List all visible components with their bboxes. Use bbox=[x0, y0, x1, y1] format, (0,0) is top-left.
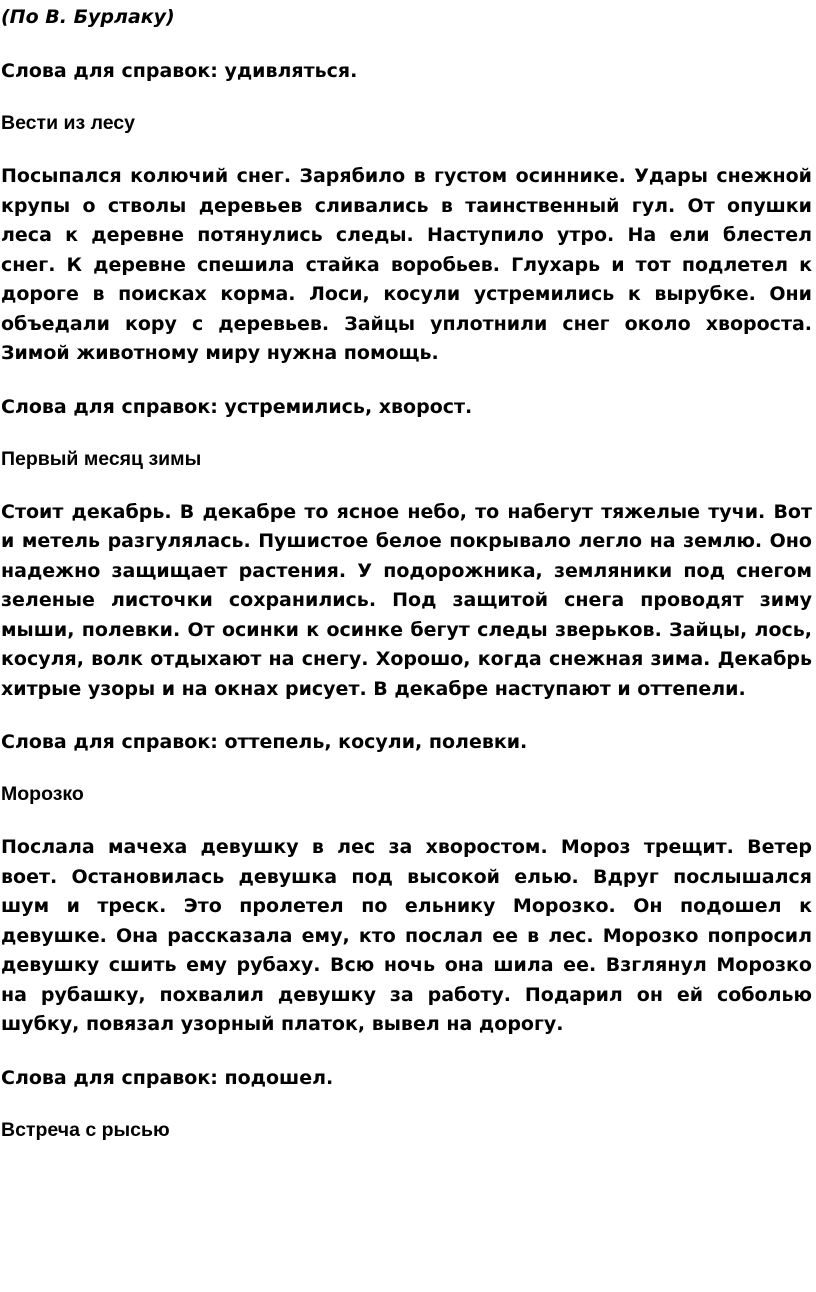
paragraph-pervyi-mesyats-zimy: Стоит декабрь. В декабре то ясное небо, то набегут тяжелые тучи. Вот и метель разгулялась. Пушистое белое покрывало легло на землю. Оно надежно защищает растения. У подорожника, земляники под снегом зеленые листочки сохранились. Под защитой снега проводят зиму мыши, полевки. От осинки к осинке бегут следы зверьков. Зайцы, лось, косуля, волк отдыхают на снегу. Хорошо, когда снежная зима. Декабрь хитрые узоры и на окнах рисует. В декабре наступают и оттепели. bbox=[1, 500, 812, 700]
reference-words-3: Слова для справок: оттепель, косули, полевки. bbox=[1, 731, 528, 753]
section-title-morozko: Морозко bbox=[1, 783, 84, 805]
reference-words-1: Слова для справок: удивляться. bbox=[1, 60, 358, 82]
paragraph-morozko: Послала мачеха девушку в лес за хворостом. Мороз трещит. Ветер воет. Остановилась девушка под высокой елью. Вдруг послышался шум и треск. Это пролетел по ельнику Морозко. Он подошел к девушке. Она рассказала ему, кто послал ее в лес. Морозко попросил девушку сшить ему рубаху. Всю ночь она шила ее. Взглянул Морозко на рубашку, похвалил девушку за работу. Подарил он ей соболью шубку, повязал узорный платок, вывел на дорогу. bbox=[1, 836, 812, 1035]
paragraph-vesti-iz-lesu: Посыпался колючий снег. Зарябило в густом осиннике. Удары снежной крупы о стволы деревьев сливались в таинственный гул. От опушки леса к деревне потянулись следы. Наступило утро. На ели блестел снег. К деревне спешила стайка воробьев. Глухарь и тот подлетел к дороге в поисках корма. Лоси, косули устремились к вырубке. Они объедали кору с деревьев. Зайцы уплотнили снег около хвороста. Зимой животному миру нужна помощь. bbox=[1, 165, 812, 364]
section-title-vstrecha-s-rysyu: Встреча с рысью bbox=[1, 1118, 170, 1141]
reference-words-4: Слова для справок: подошел. bbox=[1, 1066, 334, 1089]
section-title-pervyi-mesyats-zimy: Первый месяц зимы bbox=[1, 447, 202, 470]
author-attribution: (По В. Бурлаку) bbox=[1, 6, 175, 28]
reference-words-2: Слова для справок: устремились, хворост. bbox=[1, 395, 473, 418]
section-title-vesti-iz-lesu: Вести из лесу bbox=[1, 112, 135, 134]
